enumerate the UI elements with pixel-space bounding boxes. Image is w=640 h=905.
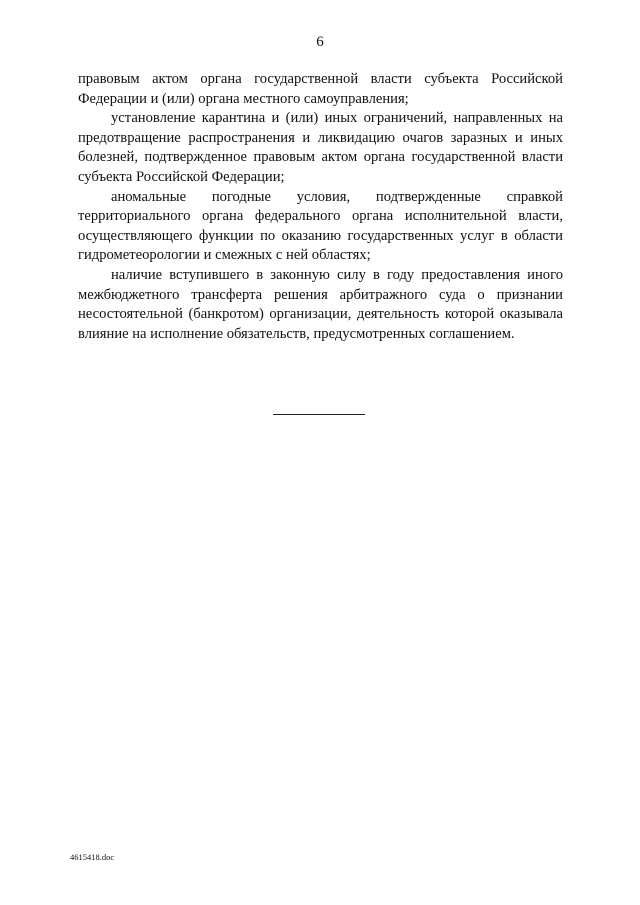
page-number: 6 xyxy=(316,34,324,50)
paragraph: аномальные погодные условия, подтвержденные справкой территориального органа федерального органа исполнительной власти, осуществляющего функции по оказанию государственных услуг в области гидрометеорологии и смежных с ней областях; xyxy=(78,188,563,264)
end-of-text-rule xyxy=(273,414,365,415)
document-body xyxy=(78,70,563,344)
paragraph: правовым актом органа государственной власти субъекта Российской Федерации и (или) органа местного самоуправления; xyxy=(78,71,563,107)
footer-filename: 4615418.doc xyxy=(70,852,115,862)
paragraph: наличие вступившего в законную силу в году предоставления иного межбюджетного трансферта решения арбитражного суда о признании несостоятельной (банкротом) организации, деятельность которой оказывала влияние на исполнение обязательств, предусмотренных соглашением. xyxy=(78,266,563,342)
paragraph: установление карантина и (или) иных ограничений, направленных на предотвращение распространения и ликвидацию очагов заразных и иных болезней, подтвержденное правовым актом органа государственной власти субъекта Российской Федерации; xyxy=(78,110,563,185)
